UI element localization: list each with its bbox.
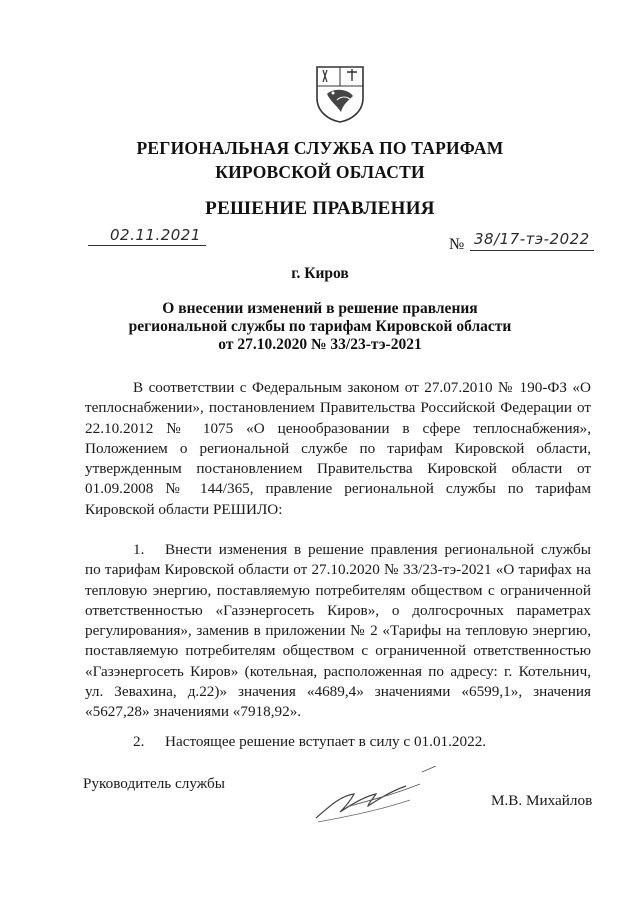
- agency-title-line1: РЕГИОНАЛЬНАЯ СЛУЖБА ПО ТАРИФАМ: [136, 138, 504, 158]
- signatory-name: М.В. Михайлов: [491, 792, 593, 809]
- item-text: Настоящее решение вступает в силу с 01.01.2022.: [165, 733, 487, 750]
- city-label: г. Киров: [291, 265, 349, 282]
- document-type-title: РЕШЕНИЕ ПРАВЛЕНИЯ: [205, 198, 435, 219]
- agency-title-line2: КИРОВСКОЙ ОБЛАСТИ: [215, 162, 425, 182]
- item-text: Внести изменения в решение правления региональной службы по тарифам Кировской области от 27.10.2020 № 33/23-тэ-2021 «О тарифах на тепловую энергию, поставляемую потребителям обществом с ограниченной ответственностью «Газэнергосеть Киров», о долгосрочных параметрах регулирования», заменив в приложении № 2 «Тарифы на тепловую энергию, поставляемую потребителям обществом с ограниченной ответственностью «Газэнергосеть Киров» (котельная, расположенная по адресу: г. Котельнич, ул. Зевахина, д.22)» значения «4689,4» значениями «6599,1», значения «5627,28» значениями «7918,92».: [85, 541, 591, 721]
- resolution-item: [85, 732, 591, 752]
- signatory-role: Руководитель службы: [83, 775, 225, 792]
- handwritten-date: 02.11.2021: [110, 226, 201, 244]
- date-underline: [88, 245, 206, 246]
- item-number: 2.: [133, 733, 145, 750]
- subject-line3: от 27.10.2020 № 33/23-тэ-2021: [218, 336, 422, 353]
- subject-line1: О внесении изменений в решение правления: [162, 300, 478, 317]
- handwritten-number: 38/17-тэ-2022: [474, 230, 590, 248]
- subject-line2: региональной службы по тарифам Кировской области: [128, 318, 512, 335]
- handwritten-signature-icon: [310, 766, 440, 826]
- number-sign: №: [449, 236, 465, 253]
- resolution-item: [85, 540, 591, 723]
- item-number: 1.: [133, 541, 145, 558]
- number-underline: [470, 250, 594, 251]
- intro-paragraph: В соответствии с Федеральным законом от 27.07.2010 № 190-ФЗ «О теплоснабжении», постановлением Правительства Российской Федерации от 22.10.2012 № 1075 «О ценообразовании в сфере теплоснабжения», Положением о региональной службе по тарифам Кировской области, утвержденным постановлением Правительства Кировской области от 01.09.2008 № 144/365, правление региональной службы по тарифам Кировской области РЕШИЛО:: [85, 379, 591, 518]
- kirov-coat-of-arms-icon: [313, 64, 367, 124]
